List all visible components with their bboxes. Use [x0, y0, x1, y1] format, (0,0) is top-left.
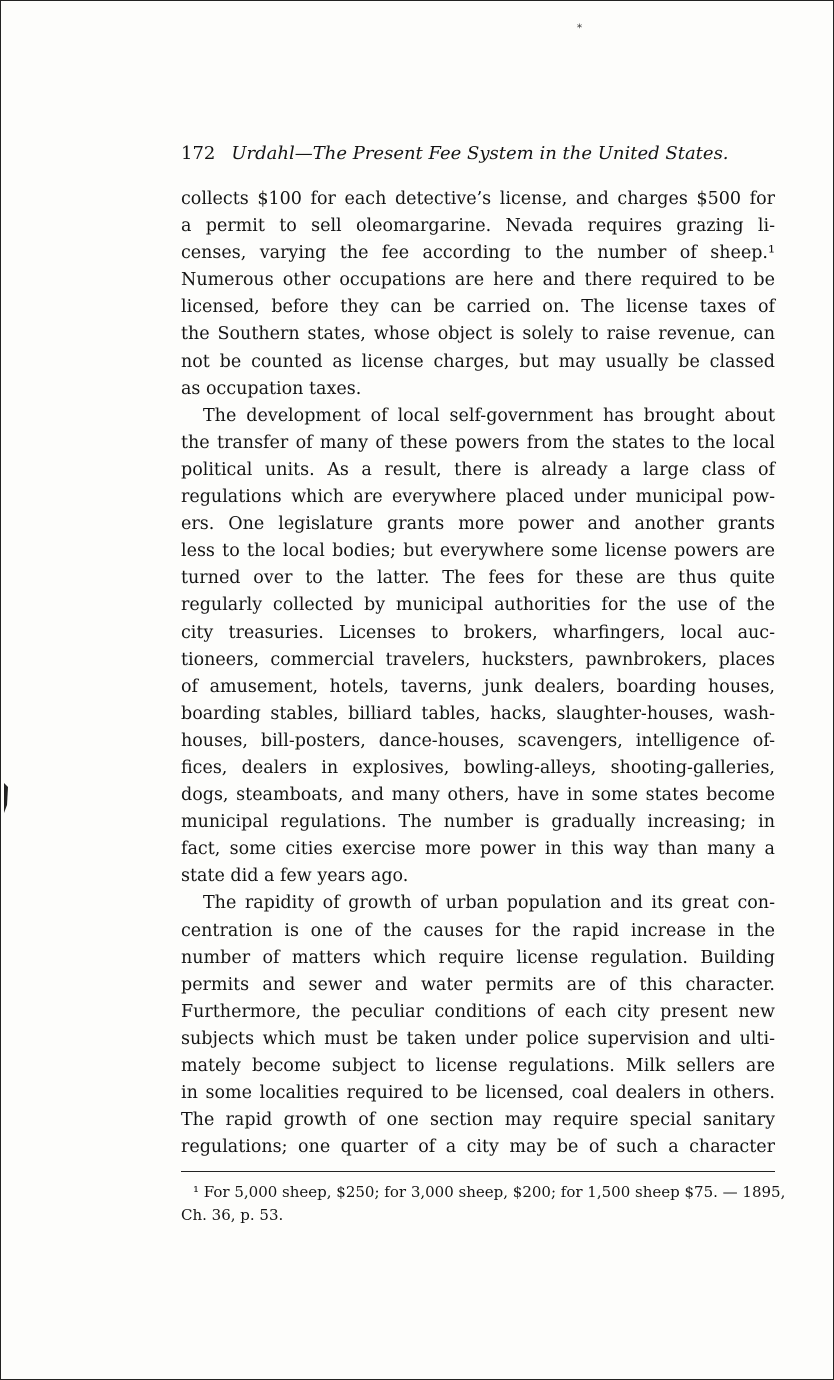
text-line: turned over to the latter. The fees for these are thus quite: [181, 568, 775, 589]
paragraph-1: [181, 186, 775, 403]
text-line: the Southern states, whose object is solely to raise revenue, can: [181, 324, 775, 345]
text-line: dogs, steamboats, and many others, have in some states become: [181, 785, 775, 806]
text-line: subjects which must be taken under police supervision and ulti-: [181, 1028, 775, 1049]
text-line: city treasuries. Licenses to brokers, wharfingers, local auc-: [181, 622, 775, 643]
page-number: 172: [181, 143, 216, 164]
text-line: centration is one of the causes for the rapid increase in the: [181, 920, 775, 941]
paragraph-3: [181, 890, 775, 1161]
text-line: The rapidity of growth of urban population and its great con-: [203, 893, 775, 914]
text-line: municipal regulations. The number is gradually increasing; in: [181, 812, 775, 833]
text-line: houses, bill-posters, dance-houses, scavengers, intelligence of-: [181, 730, 775, 751]
text-line: number of matters which require license regulation. Building: [181, 947, 775, 968]
text-line: of amusement, hotels, taverns, junk dealers, boarding houses,: [181, 676, 775, 697]
running-head: [181, 141, 775, 167]
text-line: tioneers, commercial travelers, hucksters, pawnbrokers, places: [181, 649, 775, 670]
text-line: censes, varying the fee according to the number of sheep.¹: [181, 243, 775, 264]
text-line: permits and sewer and water permits are of this character.: [181, 974, 775, 995]
text-line: collects $100 for each detective’s license, and charges $500 for: [181, 189, 775, 209]
text-line: The development of local self-government has brought about: [203, 405, 775, 426]
text-line: a permit to sell oleomargarine. Nevada requires grazing li-: [181, 216, 775, 237]
paragraph-2: [181, 403, 775, 891]
text-line: licensed, before they can be carried on. The license taxes of: [181, 297, 775, 318]
text-line: regulations which are everywhere placed under municipal pow-: [181, 487, 775, 508]
binding-mark-icon: [3, 783, 9, 813]
text-line: fices, dealers in explosives, bowling-alleys, shooting-galleries,: [181, 757, 775, 778]
text-line: as occupation taxes.: [181, 378, 362, 399]
text-line: regulations; one quarter of a city may be of such a character: [181, 1137, 775, 1158]
top-mark: *: [577, 23, 582, 34]
text-line: the transfer of many of these powers from the states to the local: [181, 432, 775, 453]
footnote-rule: [181, 1171, 775, 1172]
footnote-line: ¹ For 5,000 sheep, $250; for 3,000 sheep, $200; for 1,500 sheep $75. — 1895,: [193, 1183, 786, 1201]
text-line: Furthermore, the peculiar conditions of each city present new: [181, 1001, 775, 1022]
text-line: less to the local bodies; but everywhere some license powers are: [181, 541, 775, 562]
text-line: The rapid growth of one section may require special sanitary: [181, 1110, 775, 1131]
text-line: ers. One legislature grants more power and another grants: [181, 514, 775, 535]
text-line: mately become subject to license regulations. Milk sellers are: [181, 1056, 775, 1076]
text-line: state did a few years ago.: [181, 866, 409, 887]
footnote: [181, 1181, 786, 1227]
text-line: fact, some cities exercise more power in this way than many a: [181, 839, 775, 860]
text-line: political units. As a result, there is already a large class of: [181, 459, 775, 480]
body-text: [181, 186, 775, 1161]
running-title: Urdahl—The Present Fee System in the United States.: [231, 143, 729, 164]
text-line: in some localities required to be licensed, coal dealers in others.: [181, 1083, 775, 1104]
text-line: not be counted as license charges, but may usually be classed: [181, 351, 775, 372]
text-line: Numerous other occupations are here and there required to be: [181, 270, 775, 291]
text-line: regularly collected by municipal authorities for the use of the: [181, 595, 775, 616]
footnote-line: Ch. 36, p. 53.: [181, 1206, 284, 1224]
text-line: boarding stables, billiard tables, hacks, slaughter-houses, wash-: [181, 703, 775, 724]
